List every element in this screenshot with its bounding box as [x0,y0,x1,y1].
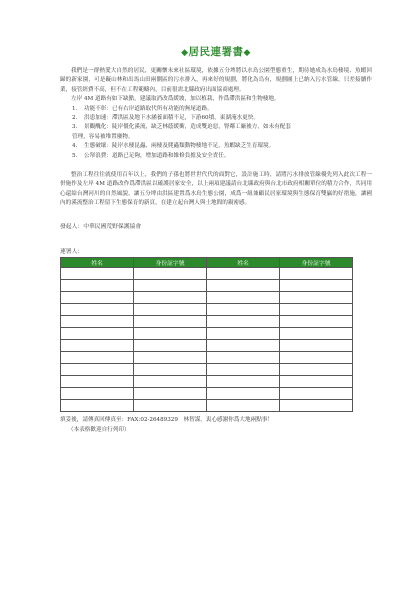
table-header-row [61,257,353,267]
signature-cell[interactable] [280,387,353,399]
signature-cell[interactable] [280,267,353,279]
table-row [61,267,353,279]
print-note: （本表格歡迎自行列印） [68,426,130,433]
signature-cell[interactable] [207,315,280,327]
signature-cell[interactable] [134,267,207,279]
header-name-1: 姓名 [61,257,134,267]
signature-cell[interactable] [61,351,134,363]
signature-cell[interactable] [207,339,280,351]
table-row [61,375,353,387]
title-text: 居民連署書 [188,46,244,58]
list-item-continuation: 管理，容易被堆置廢物。 [72,133,134,140]
table-row [61,303,353,315]
issue-list [60,105,372,161]
signature-cell[interactable] [207,363,280,375]
signature-cell[interactable] [134,375,207,387]
table-row [61,339,353,351]
signature-cell[interactable] [280,315,353,327]
signature-cell[interactable] [61,375,134,387]
signature-cell[interactable] [61,279,134,291]
signature-cell[interactable] [134,399,207,411]
signature-cell[interactable] [61,303,134,315]
signature-cell[interactable] [280,279,353,291]
signature-cell[interactable] [207,279,280,291]
signature-cell[interactable] [61,363,134,375]
signature-cell[interactable] [207,267,280,279]
signature-cell[interactable] [134,279,207,291]
list-item [60,114,372,123]
list-item-number: 2. [72,115,78,122]
signature-cell[interactable] [134,291,207,303]
list-item [60,152,372,161]
table-row [61,363,353,375]
signature-cell[interactable] [280,351,353,363]
signature-cell[interactable] [207,375,280,387]
signature-cell[interactable] [61,339,134,351]
lead-paragraph: 左岸 4M 道路有如下缺點，建議取消改爲緩坡，加以植栽，作爲滯洪區和生物棲地。 [71,96,280,103]
signature-cell[interactable] [207,303,280,315]
header-id-1: 身份証字號 [134,257,207,267]
signature-cell[interactable] [134,387,207,399]
document-title [60,44,372,59]
header-id-2: 身份証字號 [280,257,353,267]
signature-cell[interactable] [61,315,134,327]
intro-paragraph: 我們是一群熱愛大自然的居民，更關懷未來社區環境，依據五分埤將以水鳥公園型態重生，期待她成為水鳥棲境、魚蝦回歸的新家園，可是礙山林和出馬山田兩側區的污水排入，再來好的規劃，將化為烏有，規劃圖上已納入污水管線，只差接續作業，接管經費不高，但不在工程範疇內，目前很需北縣政府出面協商處理。 [60,68,372,93]
diamond-icon: ◆ [243,48,251,58]
diamond-icon: ◆ [181,48,189,58]
signature-cell[interactable] [207,351,280,363]
list-item [60,123,372,132]
list-item-number: 1. [72,105,78,112]
list-item-number: 5. [72,152,78,159]
list-item-number: 4. [72,143,78,150]
list-item-number: 3. [72,124,78,131]
list-item [60,142,372,151]
signature-cell[interactable] [280,303,353,315]
signature-cell[interactable] [207,399,280,411]
signature-cell[interactable] [280,363,353,375]
signature-cell[interactable] [134,363,207,375]
signature-cell[interactable] [61,291,134,303]
signature-cell[interactable] [280,375,353,387]
signers-label: 連署人： [60,248,84,255]
signature-cell[interactable] [280,327,353,339]
second-paragraph: 整治工程往往就使用百年以上，我們的子孫也將世世代代的面對它，設計施工時，請將污水排放管線優先列入此次工程一併施作及左岸 4M 道路改作爲滯洪區以確護居家安全，以上兩項建議請台北縣政府與台北市政府相關單位的積力合作，共同用心還給台灣河川的自然風貌，讓五分埤由洪區建置爲水鳥生態公園，成爲一組兼顧民居家環境與生態保育雙贏的好措施，讓國內的溪流整治工程留下生態保育的新頁，在建立起台灣人與土地間的親密感。 [60,172,372,207]
header-name-2: 姓名 [207,257,280,267]
list-item-text: 洪患加速：滯洪區及地下水涵養面積不足，下游60墳，東湖淹水更快。 [84,115,259,122]
list-item-text: 公帑浪費：道路已足夠，增加道路和維修負擔及安全責任。 [84,152,230,159]
signature-table [60,257,353,412]
list-item-text: 功能不彰：已有右岸道路取代所有功能的無尾道路。 [84,105,213,112]
table-row [61,327,353,339]
table-row [61,279,353,291]
signature-cell[interactable] [134,315,207,327]
signature-cell[interactable] [280,399,353,411]
signature-cell[interactable] [280,339,353,351]
table-row [61,387,353,399]
list-item-text: 景觀醜化：陡岸僵化溪流，缺乏林蔭緩衝，造成雙迫惡，腎鄰工廠後方，如未有配套 [84,124,291,131]
list-item [60,105,372,114]
table-row [61,315,353,327]
fax-instruction: 填妥後，請傳真回傳真至：FAX:02-26489329 林智謀，衷心感謝你爲大地兩點事！ [60,416,273,423]
signature-cell[interactable] [134,327,207,339]
signature-cell[interactable] [207,387,280,399]
signature-cell[interactable] [61,387,134,399]
signature-cell[interactable] [134,303,207,315]
table-row [61,291,353,303]
signature-cell[interactable] [134,351,207,363]
signature-cell[interactable] [61,399,134,411]
signature-cell[interactable] [207,327,280,339]
signature-cell[interactable] [61,327,134,339]
signature-cell[interactable] [280,291,353,303]
initiator-line: 發起人：中華民國荒野保護協會 [60,223,142,230]
signature-cell[interactable] [61,267,134,279]
signature-cell[interactable] [134,339,207,351]
table-row [61,399,353,411]
signature-table-body [61,267,353,411]
signature-cell[interactable] [207,291,280,303]
list-item-text: 生態破壞：陡岸水棲昆蟲、兩棲及爬蟲類動物棲地不足，魚蝦缺乏生育環境。 [84,143,275,150]
table-row [61,351,353,363]
